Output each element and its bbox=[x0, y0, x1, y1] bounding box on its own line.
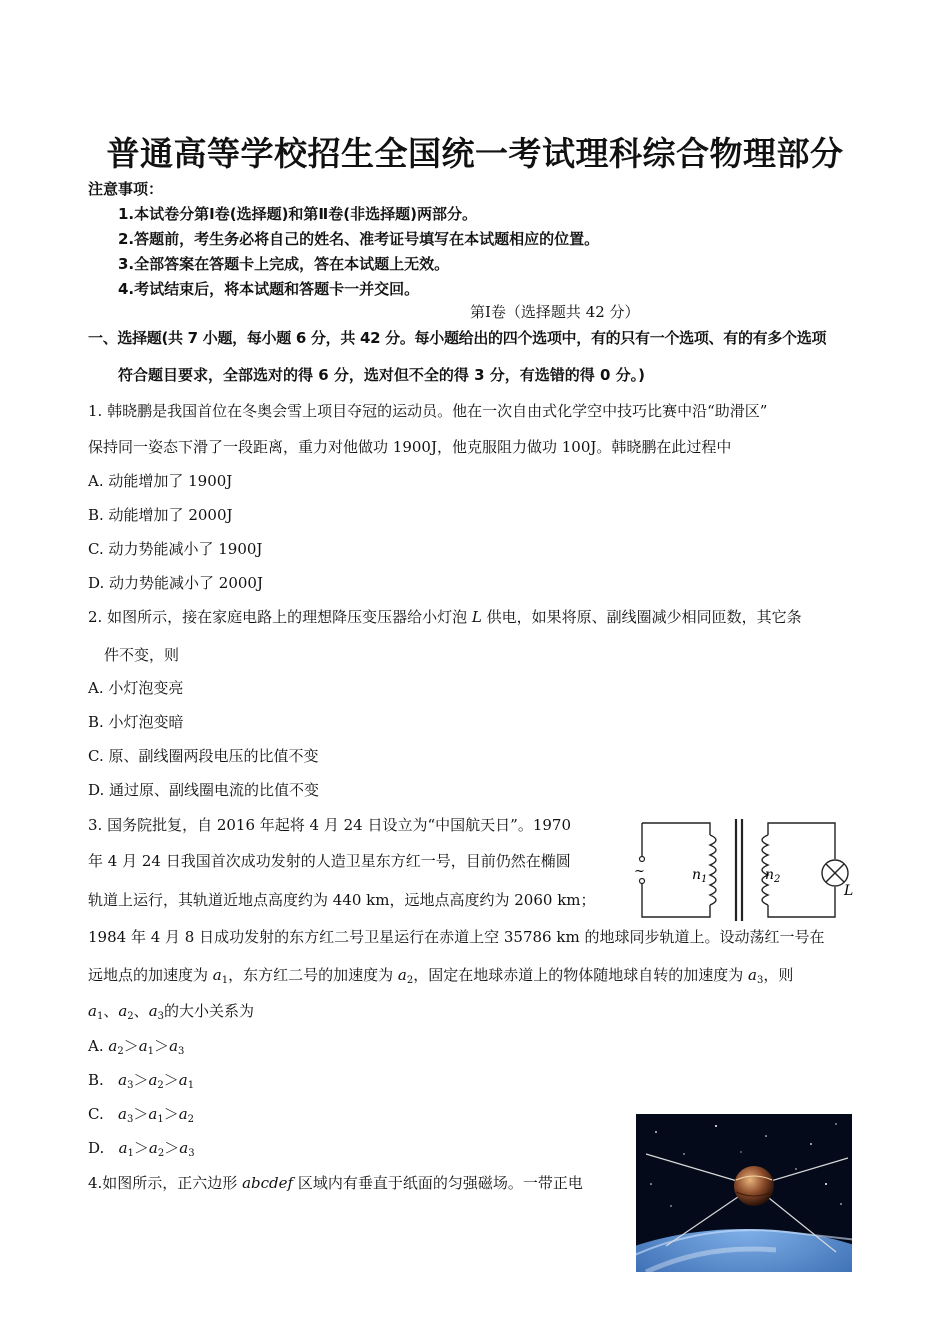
q3-option-a: A. $a_2>a_1>a_3$ bbox=[88, 1037, 185, 1057]
q1-option-a: A. 动能增加了 1900J bbox=[88, 472, 233, 490]
q2-option-c: C. 原、副线圈两段电压的比值不变 bbox=[88, 747, 319, 765]
q2-option-d: D. 通过原、副线圈电流的比值不变 bbox=[88, 781, 320, 799]
notice-item: 4.考试结束后，将本试题和答题卡一并交回。 bbox=[118, 280, 420, 298]
q3-option-c: C. $a_3>a_1>a_2$ bbox=[88, 1105, 195, 1125]
q3-option-b: B. $a_3>a_2>a_1$ bbox=[88, 1071, 195, 1091]
lamp-variable: L bbox=[471, 608, 482, 626]
input-terminal-bottom bbox=[640, 879, 645, 884]
q3-option-d: D. $a_1>a_2>a_3$ bbox=[88, 1139, 195, 1159]
input-terminal-top bbox=[640, 857, 645, 862]
notice-item: 3.全部答案在答题卡上完成，答在本试题上无效。 bbox=[118, 255, 450, 273]
notice-item: 2.答题前，考生务必将自己的姓名、准考证号填写在本试题相应的位置。 bbox=[118, 230, 600, 248]
notice-item: 1.本试卷分第Ⅰ卷(选择题)和第Ⅱ卷(非选择题)两部分。 bbox=[118, 205, 478, 223]
q4-stem-line1: 4.如图所示，正六边形 abcdef 区域内有垂直于纸面的匀强磁场。一带正电 bbox=[88, 1174, 583, 1192]
notice-heading: 注意事项： bbox=[88, 180, 164, 198]
primary-turns-label: $n_1$ bbox=[692, 867, 708, 885]
q2-text: 供电，如果将原、副线圈减少相同匝数，其它条 bbox=[481, 608, 802, 626]
q2-option-a: A. 小灯泡变亮 bbox=[88, 679, 184, 697]
q3-stem-line2: 年 4 月 24 日我国首次成功发射的人造卫星东方红一号，目前仍然在椭圆 bbox=[88, 852, 571, 870]
ac-source-symbol: ~ bbox=[634, 864, 645, 879]
q3-stem-line5: 远地点的加速度为 $a_1$，东方红二号的加速度为 $a_2$，固定在地球赤道上的物体随地球自转的加速度为 $a_3$，则 bbox=[88, 966, 794, 986]
q1-option-c: C. 动力势能减小了 1900J bbox=[88, 540, 263, 558]
q1-option-b: B. 动能增加了 2000J bbox=[88, 506, 233, 524]
q3-stem-line1: 3. 国务院批复，自 2016 年起将 4 月 24 日设立为“中国航天日”。1970 bbox=[88, 816, 572, 834]
section-instructions-line1: 一、选择题(共 7 小题，每小题 6 分，共 42 分。每小题给出的四个选项中，有的只有一个选项、有的有多个选项 bbox=[88, 329, 827, 347]
q3-stem-line6: $a_1$、$a_2$、$a_3$的大小关系为 bbox=[88, 1002, 255, 1022]
q2-stem-line1 bbox=[88, 606, 802, 627]
q3-stem-line3: 轨道上运行，其轨道近地点高度约为 440 km，远地点高度约为 2060 km； bbox=[88, 891, 596, 909]
page-title: 普通高等学校招生全国统一考试理科综合物理部分 bbox=[106, 134, 844, 173]
secondary-turns-label: $n_2$ bbox=[765, 867, 781, 885]
transformer-circuit-figure bbox=[630, 815, 860, 925]
section-label: 第Ⅰ卷（选择题共 42 分） bbox=[470, 303, 640, 321]
q1-stem-line2: 保持同一姿态下滑了一段距离，重力对他做功 1900J，他克服阻力做功 100J。韩晓鹏在此过程中 bbox=[88, 438, 732, 456]
q1-stem-line1: 1. 韩晓鹏是我国首位在冬奥会雪上项目夺冠的运动员。他在一次自由式化学空中技巧比赛中沿“助滑区” bbox=[88, 402, 768, 420]
section-instructions-line2: 符合题目要求，全部选对的得 6 分，选对但不全的得 3 分，有选错的得 0 分。) bbox=[118, 366, 646, 384]
lamp-label: L bbox=[844, 883, 854, 899]
q2-option-b: B. 小灯泡变暗 bbox=[88, 713, 184, 731]
q3-stem-line4: 1984 年 4 月 8 日成功发射的东方红二号卫星运行在赤道上空 35786 km 的地球同步轨道上。设动荡红一号在 bbox=[88, 928, 825, 946]
satellite-photo bbox=[636, 1114, 852, 1272]
q1-option-d: D. 动力势能减小了 2000J bbox=[88, 574, 263, 592]
q2-stem-line2: 件不变，则 bbox=[104, 646, 180, 664]
q2-text: 2. 如图所示，接在家庭电路上的理想降压变压器给小灯泡 bbox=[88, 608, 472, 626]
